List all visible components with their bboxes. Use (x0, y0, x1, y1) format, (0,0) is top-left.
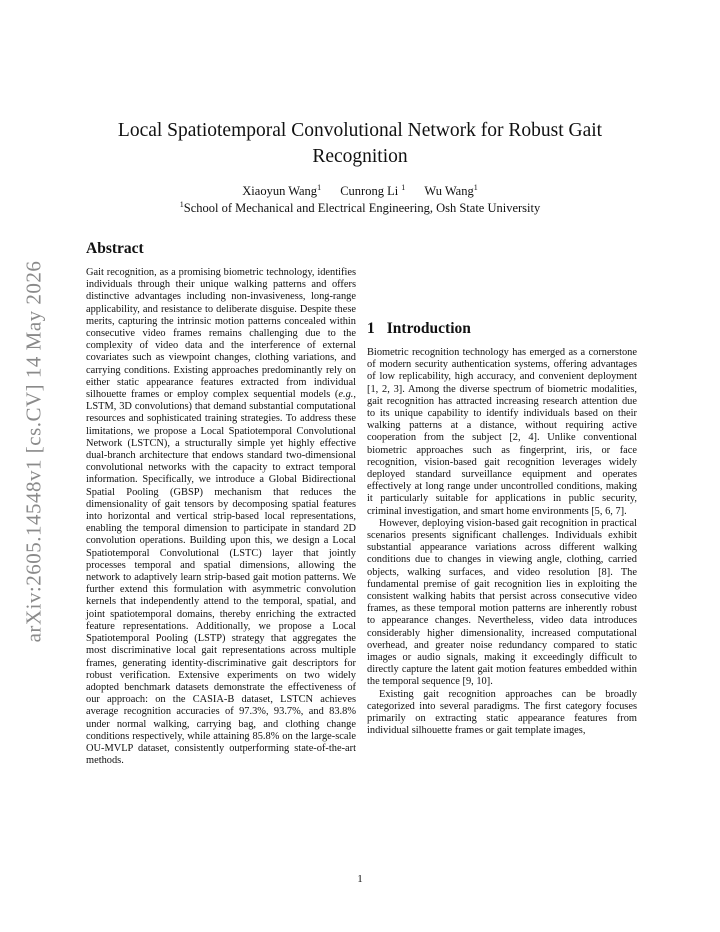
intro-paragraph: Existing gait recognition approaches can be broadly categorized into several paradigms. The first category focuses primarily on extracting static appearance features from individual silhouette frames or gait template images, (367, 688, 637, 737)
arxiv-identifier-stamp[interactable] (17, 258, 51, 644)
left-column (86, 240, 356, 767)
introduction-heading: 1 Introduction (367, 320, 471, 337)
author: Xiaoyun Wang$^1$ (242, 183, 322, 199)
abstract-text: Gait recognition, as a promising biometric technology, identifies individuals through their unique walking patterns and offers distinctive advantages including non-invasiveness, long-range applicability, and resistance to deliberate disguise. Despite these merits, capturing the intrinsic motion patterns concealed within consecutive video frames remains challenging due to the complexity of video data and the interference of external covariates such as viewpoint changes, clothing variations, and carrying conditions. Existing approaches predominantly rely on either static appearance features extracted from individual silhouette frames or employ complex sequential models (e.g., LSTM, 3D convolutions) that demand substantial computational resources and sophisticated training strategies. To address these limitations, we propose a Local Spatiotemporal Convolutional Network (LSTCN), a structurally simple yet highly effective dual-branch architecture that endows standard two-dimensional convolutional networks with the capacity to extract temporal information. Specifically, we introduce a Global Bidirectional Spatial Pooling (GBSP) mechanism that reduces the dimensionality of gait tensors by decomposing spatial features into horizontal and vertical strip-based local representations, enabling the temporal dimension to participate in standard 2D convolution operations. Building upon this, we design a Local Spatiotemporal Convolutional (LSTC) layer that jointly processes temporal and spatial dimensions, allowing the network to adaptively learn strip-based gait motion patterns. We further extend this formulation with asymmetric convolution kernels that independently attend to the temporal, spatial, and joint spatiotemporal domains, thereby enriching the extracted feature representations. Additionally, we propose a Local Spatiotemporal Pooling (LSTP) strategy that aggregates the most discriminative local gait representations across multiple frames, generating identity-discriminative gait descriptors for robust verification. Extensive experiments on two widely adopted benchmark datasets demonstrate the effectiveness of our approach: on the CASIA-B dataset, LSTCN achieves average recognition accuracies of 97.3%, 93.7%, and 83.8% under normal walking, carrying bag, and clothing change conditions respectively, while attaining 85.8% on the large-scale OU-MVLP dataset, consistently outperforming state-of-the-art methods. (86, 267, 356, 767)
arxiv-id-text[interactable]: arXiv:2605.14548v1 [cs.CV] 14 May 2026 (21, 260, 46, 642)
author: Cunrong Li $^1$ (340, 183, 406, 199)
intro-paragraph: However, deploying vision-based gait recognition in practical scenarios presents significant challenges. Individuals exhibit substantial appearance variations across different walking conditions due to changes in viewing angle, clothing, carried objects, walking surfaces, and video resolution [8]. The fundamental premise of gait recognition lies in exploiting the consistent walking habits that persist across consecutive video frames, as these temporal motion patterns are inherently robust to appearance changes. Nevertheless, video data introduces considerably higher dimensionality, increased computational overhead, and greater noise redundancy compared to static images or audio signals, making it exceedingly difficult to directly capture the latent gait motion features embedded within the temporal sequence [9, 10]. (367, 517, 637, 688)
right-column (367, 244, 637, 738)
abstract-heading: Abstract (86, 240, 144, 257)
paper-title: Local Spatiotemporal Convolutional Network for Robust Gait Recognition (117, 120, 603, 167)
affiliation: $^1$School of Mechanical and Electrical Engineering, Osh State University (179, 200, 541, 216)
intro-paragraph: Biometric recognition technology has emerged as a cornerstone of modern security authentication systems, offering advantages of low replicability, high accuracy, and convenient deployment [1, 2, 3]. Among the diverse spectrum of biometric modalities, gait recognition has attracted increasing research attention due to its unique capability to identify individuals based on their walking patterns at a distance, without requiring active cooperation from the subject [2, 4]. Unlike conventional biometric approaches such as fingerprint, iris, or face recognition, vision-based gait recognition leverages widely deployed standard surveillance equipment and operates effectively at long range under uncontrolled conditions, making it particularly suitable for applications in public security, criminal investigation, and smart home environments [5, 6, 7]. (367, 347, 637, 517)
page-number: 1 (357, 873, 363, 885)
author: Wu Wang$^1$ (424, 183, 478, 199)
